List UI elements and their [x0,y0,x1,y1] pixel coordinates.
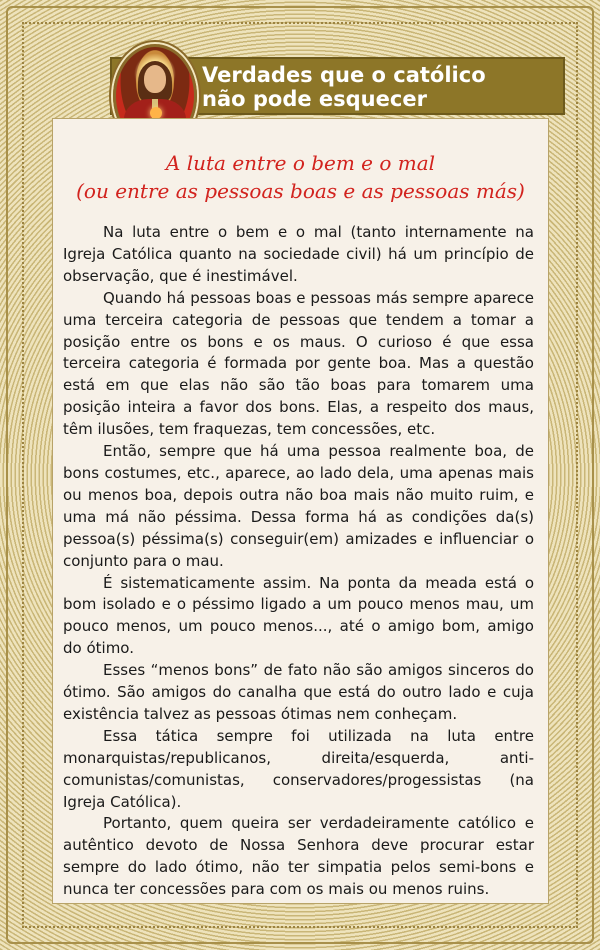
paragraph: Essa tática sempre foi utilizada na luta entre monarquistas/republicanos, direita/esquerda, anti-comunistas/comunistas, conservadores/progessistas (na Igreja Católica). [63,726,534,811]
article-title [53,149,548,205]
article-body [63,222,534,901]
header-title: Verdades que o católico não pode esquecer [202,63,486,111]
paragraph: É sistematicamente assim. Na ponta da meada está o bom isolado e o péssimo ligado a um pouco menos mau, um pouco menos, um pouco menos..., até o amigo bom, amigo do ótimo. [63,573,534,658]
paragraph: Quando há pessoas boas e pessoas más sempre aparece uma terceira categoria de pessoas que tendem a tomar a posição entre os bons e os maus. O curioso é que essa terceira categoria é formada por gente boa. Mas a questão está em que elas não são tão boas para tomarem uma posição inteira a favor dos bons. Elas, a respeito dos maus, têm ilusões, tem fraquezas, tem concessões, etc. [63,288,534,439]
paragraph: Então, sempre que há uma pessoa realmente boa, de bons costumes, etc., aparece, ao lado dela, uma apenas mais ou menos boa, depois outra não boa mais não muito ruim, e uma má não péssima. Dessa forma há as condições da(s) pessoa(s) péssima(s) conseguir(em) amizades e influenciar o conjunto para o mau. [63,442,534,570]
article-title-line1: A luta entre o bem e o mal [165,151,436,175]
paragraph: Na luta entre o bem e o mal (tanto internamente na Igreja Católica quanto na sociedade civil) há um princípio de observação, que é inestimável. [63,223,534,285]
article-title-line2: (ou entre as pessoas boas e as pessoas más) [76,179,525,203]
content-panel [52,118,549,904]
paragraph: Portanto, quem queira ser verdadeiramente católico e autêntico devoto de Nossa Senhora deve procurar estar sempre do lado ótimo, não ter simpatia pelos semi-bons e nunca ter concessões para com os mais ou menos ruins. [63,814,534,899]
portrait-face [144,65,166,93]
paragraph: Esses “menos bons” de fato não são amigos sinceros do ótimo. São amigos do canalha que está do outro lado e cuja existência talvez as pessoas ótimas nem conheçam. [63,661,534,723]
